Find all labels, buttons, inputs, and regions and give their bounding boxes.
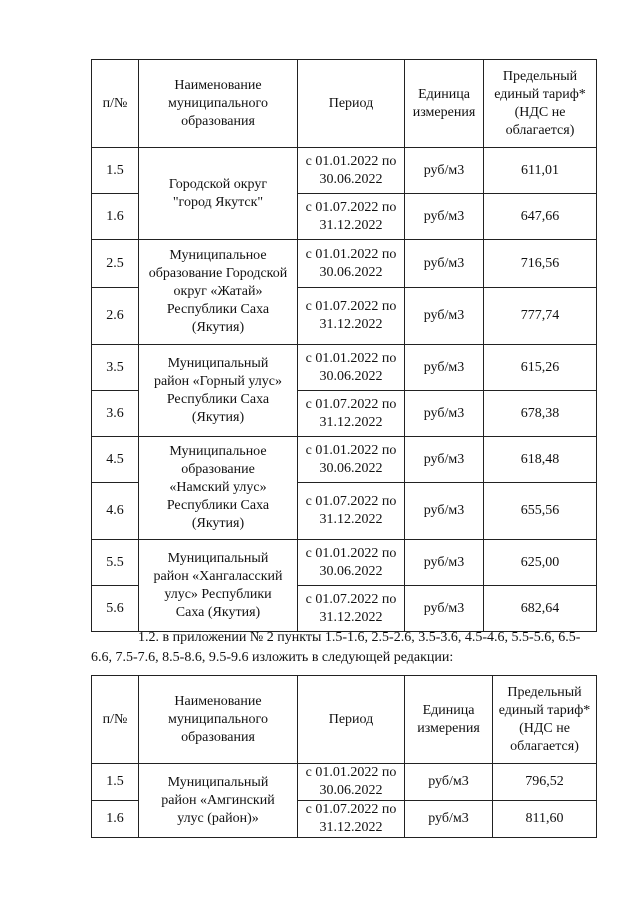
row-unit: руб/м3 [405,391,484,437]
table-row [92,148,597,194]
row-unit: руб/м3 [405,764,493,801]
row-unit: руб/м3 [405,586,484,632]
row-tariff: 611,01 [484,148,597,194]
row-tariff: 777,74 [484,288,597,345]
table-header-row [92,60,597,148]
row-tariff: 678,38 [484,391,597,437]
header-unit: Единица измерения [405,676,493,764]
row-unit: руб/м3 [405,801,493,838]
row-period: с 01.07.2022 по 31.12.2022 [298,288,405,345]
header-unit: Единица измерения [405,60,484,148]
header-num: п/№ [92,60,139,148]
row-num: 3.6 [92,391,139,437]
row-num: 2.5 [92,240,139,288]
row-num: 1.5 [92,148,139,194]
row-num: 4.6 [92,483,139,540]
municipality-name: Муниципальный район «Горный улус» Республики Саха (Якутия) [139,345,298,437]
row-period: с 01.07.2022 по 31.12.2022 [298,391,405,437]
amendment-paragraph: 1.2. в приложении № 2 пункты 1.5-1.6, 2.5-2.6, 3.5-3.6, 4.5-4.6, 5.5-5.6, 6.5-6.6, 7.5-7.6, 8.5-8.6, 9.5-9.6 изложить в следующей редакции: [91,630,581,665]
row-period: с 01.01.2022 по 30.06.2022 [298,764,405,801]
row-unit: руб/м3 [405,540,484,586]
header-period: Период [298,60,405,148]
header-name: Наименование муниципального образования [139,60,298,148]
tariff-table-1 [91,59,597,632]
municipality-name: Городской округ "город Якутск" [139,148,298,240]
row-num: 1.6 [92,194,139,240]
table-row [92,540,597,586]
row-period: с 01.07.2022 по 31.12.2022 [298,483,405,540]
row-tariff: 811,60 [493,801,597,838]
row-tariff: 796,52 [493,764,597,801]
row-period: с 01.07.2022 по 31.12.2022 [298,586,405,632]
header-num: п/№ [92,676,139,764]
header-tariff: Предельный единый тариф* (НДС не облагается) [484,60,597,148]
municipality-name: Муниципальный район «Хангаласский улус» Республики Саха (Якутия) [139,540,298,632]
row-tariff: 682,64 [484,586,597,632]
table-row [92,345,597,391]
municipality-name: Муниципальное образование «Намский улус» Республики Саха (Якутия) [139,437,298,540]
row-unit: руб/м3 [405,437,484,483]
row-tariff: 625,00 [484,540,597,586]
table-header-row [92,676,597,764]
row-num: 2.6 [92,288,139,345]
row-period: с 01.01.2022 по 30.06.2022 [298,240,405,288]
row-unit: руб/м3 [405,148,484,194]
tariff-table-2 [91,675,597,838]
header-period: Период [298,676,405,764]
header-name: Наименование муниципального образования [139,676,298,764]
row-tariff: 615,26 [484,345,597,391]
row-period: с 01.01.2022 по 30.06.2022 [298,148,405,194]
row-unit: руб/м3 [405,345,484,391]
table-row [92,764,597,801]
table-row [92,437,597,483]
row-tariff: 655,56 [484,483,597,540]
row-period: с 01.01.2022 по 30.06.2022 [298,540,405,586]
row-num: 1.6 [92,801,139,838]
row-num: 3.5 [92,345,139,391]
row-tariff: 647,66 [484,194,597,240]
row-num: 5.6 [92,586,139,632]
row-num: 4.5 [92,437,139,483]
row-unit: руб/м3 [405,483,484,540]
row-period: с 01.01.2022 по 30.06.2022 [298,437,405,483]
row-period: с 01.07.2022 по 31.12.2022 [298,801,405,838]
row-unit: руб/м3 [405,240,484,288]
header-tariff: Предельный единый тариф* (НДС не облагается) [493,676,597,764]
row-num: 5.5 [92,540,139,586]
table-row [92,240,597,288]
row-unit: руб/м3 [405,194,484,240]
row-period: с 01.01.2022 по 30.06.2022 [298,345,405,391]
row-period: с 01.07.2022 по 31.12.2022 [298,194,405,240]
municipality-name: Муниципальное образование Городской округ «Жатай» Республики Саха (Якутия) [139,240,298,345]
municipality-name: Муниципальный район «Амгинский улус (район)» [139,764,298,838]
row-tariff: 618,48 [484,437,597,483]
row-num: 1.5 [92,764,139,801]
row-tariff: 716,56 [484,240,597,288]
row-unit: руб/м3 [405,288,484,345]
